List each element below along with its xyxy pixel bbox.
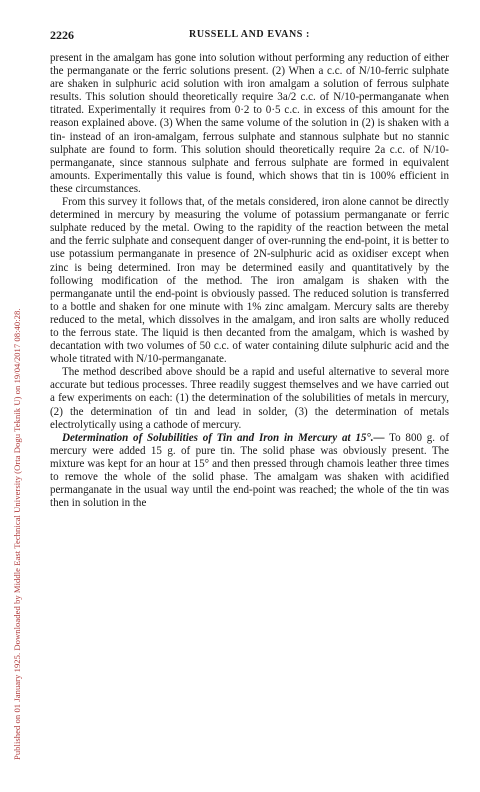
- download-stamp: [12, 100, 22, 760]
- paragraph: From this survey it follows that, of the metals considered, iron alone cannot be directly determined in mercury by measuring the volume of potassium permanganate or ferric sulphate reduced by the metal. Owing to the rapidity of the reaction between the metal and the ferric sulphate and consequent danger of over-running the end-point, it is better to use potassium permanganate in presence of 2N-sulphuric acid as oxidiser except when zinc is being determined. Iron may be determined easily and quantitatively by the following modification of the method. The iron amalgam is shaken with the permanganate until the end-point is obviously passed. The reduced solution is transferred to a bottle and shaken for one minute with 1% zinc amalgam. Mercury salts are thereby reduced to the metal, which dissolves in the amalgam, and iron salts are wholly reduced to the ferrous state. The liquid is then decanted from the amalgam, which is washed by decantation with two volumes of 50 c.c. of water containing dilute sulphuric acid and the whole titrated with N/10-permanganate.: [50, 196, 449, 366]
- paragraph-text: To 800 g. of mercury were added 15 g. of pure tin. The solid phase was obviously present. The mixture was kept for an hour at 15° and then pressed through chamois leather three times to remove the whole of the solid phase. The amalgam was shaken with acidified permanganate in the usual way until the end-point was reached; the whole of the tin was then in solution in the: [50, 431, 450, 510]
- download-stamp-text: Published on 01 January 1925. Downloaded by Middle East Technical University (Orta Dogu Teknik U) on 19/04/2017 08:40:28.: [12, 308, 22, 760]
- running-head: RUSSELL AND EVANS :: [189, 29, 310, 40]
- section-heading: Determination of Solubilities of Tin and Iron in Mercury at 15°.—: [62, 431, 385, 444]
- paragraph: present in the amalgam has gone into solution without performing any reduction of either the permanganate or the ferric solutions present. (2) When a c.c. of N/10-ferric sulphate are shaken in sulphuric acid solution with iron amalgam a solution of ferrous sulphate results. This solution should theoretically require 3a/2 c.c. of N/10-permanganate when titrated. Experimentally it requires from 0·2 to 0·5 c.c. in excess of this amount for the reason explained above. (3) When the same volume of the solution in (2) is shaken with a tin- instead of an iron-amalgam, ferrous sulphate and stannous sulphate but no stannic sulphate are found to form. This solution should theoretically require 2a c.c. of N/10-permanganate, since stannous sulphate and ferrous sulphate are formed in equivalent amounts. Experimentally this value is found, which shows that tin is 100% efficient in these circumstances.: [50, 52, 449, 195]
- page-header: [50, 28, 449, 44]
- paragraph: [50, 432, 449, 511]
- paragraph: The method described above should be a rapid and useful alternative to several more accurate but tedious processes. Three readily suggest themselves and we have carried out a few experiments on each: (1) the determination of the solubilities of metals in mercury, (2) the determination of tin and lead in solder, (3) the determination of metals electrolytically using a cathode of mercury.: [50, 366, 449, 431]
- article-body: [50, 52, 449, 510]
- page-number: 2226: [50, 28, 74, 42]
